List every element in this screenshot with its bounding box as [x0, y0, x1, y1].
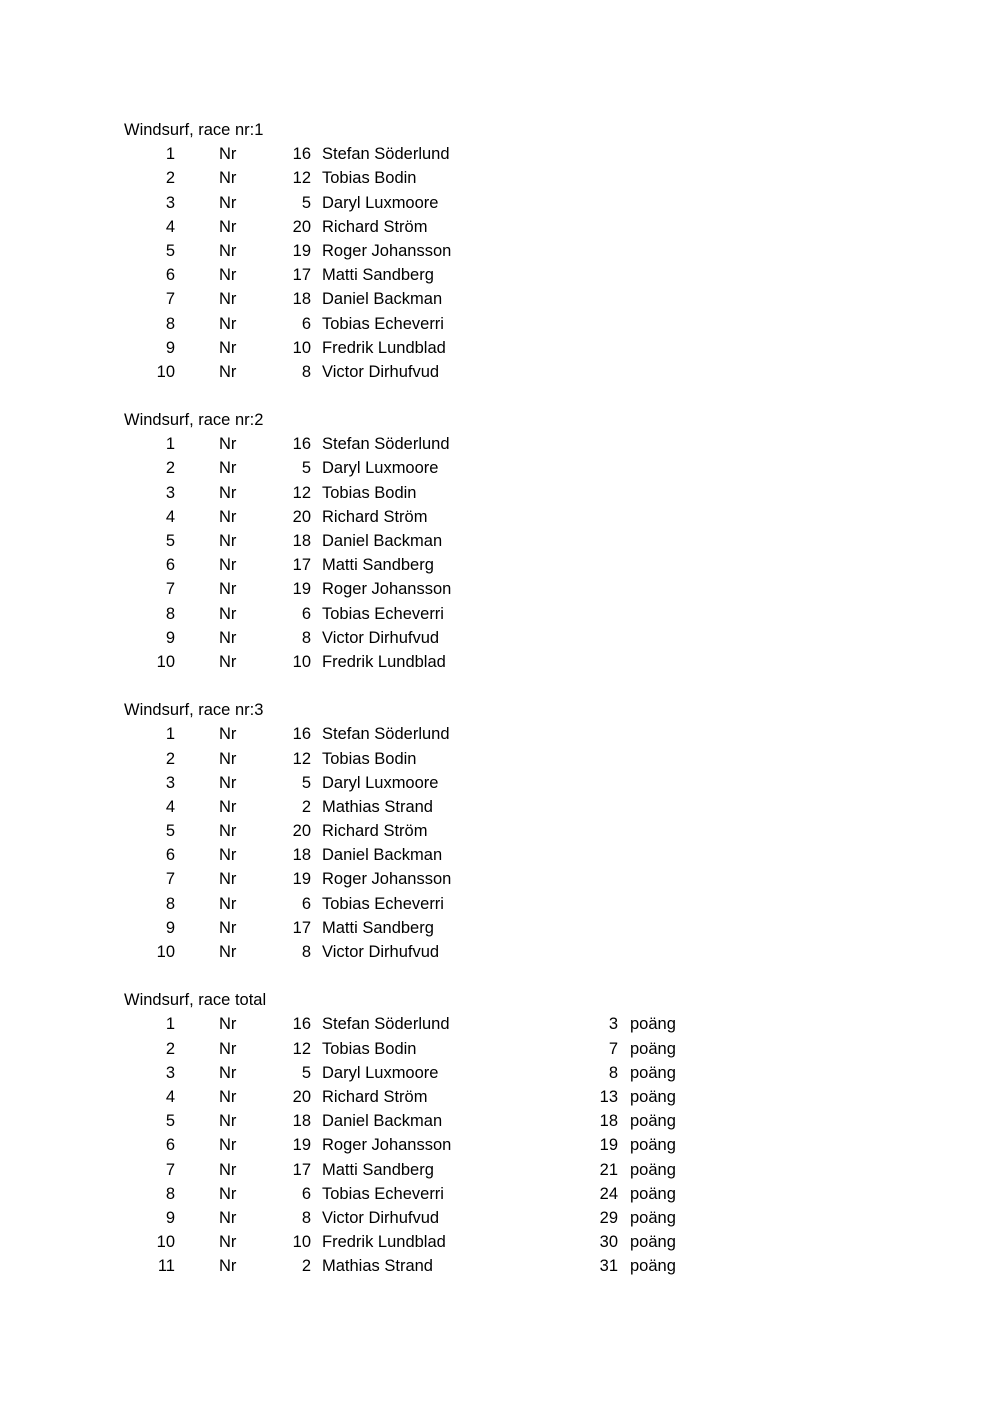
- result-row: [0, 819, 992, 843]
- nr-label-cell: Nr: [219, 773, 237, 792]
- sail-number-cell: 12: [292, 749, 311, 768]
- result-row: [0, 166, 992, 190]
- points-cell: 31: [599, 1257, 618, 1276]
- sail-number-cell: 6: [301, 314, 311, 333]
- position-cell: 2: [165, 169, 175, 188]
- sailor-name-cell: Daryl Luxmoore: [322, 773, 439, 792]
- points-cell: 8: [608, 1063, 618, 1082]
- points-unit-cell: poäng: [630, 1233, 676, 1252]
- nr-label-cell: Nr: [219, 628, 237, 647]
- position-cell: 9: [165, 918, 175, 937]
- nr-label-cell: Nr: [219, 532, 237, 550]
- position-cell: 8: [165, 1184, 175, 1203]
- position-cell: 3: [165, 1063, 175, 1082]
- race-section: [0, 118, 992, 384]
- sailor-name-cell: Tobias Echeverri: [322, 314, 444, 333]
- result-row: [0, 1230, 992, 1254]
- sailor-name-cell: Victor Dirhufvud: [322, 943, 440, 961]
- result-row: [0, 312, 992, 336]
- result-row: [0, 916, 992, 940]
- nr-label-cell: Nr: [219, 145, 237, 164]
- result-row: [0, 336, 992, 360]
- position-cell: 7: [165, 580, 175, 599]
- sail-number-cell: 8: [301, 628, 311, 647]
- position-cell: 10: [156, 362, 175, 381]
- sailor-name-cell: Tobias Bodin: [322, 483, 417, 502]
- sailor-name-cell: Tobias Bodin: [322, 749, 417, 768]
- sail-number-cell: 6: [301, 604, 311, 623]
- points-unit-cell: poäng: [630, 1112, 676, 1131]
- position-cell: 4: [165, 1087, 175, 1106]
- points-unit-cell: poäng: [630, 1257, 676, 1276]
- position-cell: 1: [165, 1015, 175, 1034]
- result-row: [0, 892, 992, 916]
- nr-label-cell: Nr: [219, 749, 237, 768]
- result-row: [0, 1158, 992, 1182]
- sail-number-cell: 19: [292, 1136, 311, 1155]
- points-unit-cell: poäng: [630, 1136, 676, 1155]
- position-cell: 3: [165, 483, 175, 502]
- sail-number-cell: 5: [301, 193, 311, 212]
- sailor-name-cell: Victor Dirhufvud: [322, 628, 440, 647]
- sailor-name-cell: Matti Sandberg: [322, 1160, 434, 1179]
- result-row: [0, 1085, 992, 1109]
- nr-label-cell: Nr: [219, 556, 237, 575]
- sailor-name-cell: Fredrik Lundblad: [322, 1233, 446, 1252]
- nr-label-cell: Nr: [219, 483, 237, 502]
- points-unit-cell: poäng: [630, 1184, 676, 1203]
- position-cell: 3: [165, 773, 175, 792]
- sail-number-cell: 8: [301, 362, 311, 381]
- sailor-name-cell: Stefan Söderlund: [322, 145, 450, 164]
- result-row: [0, 263, 992, 287]
- result-row: [0, 1133, 992, 1157]
- nr-label-cell: Nr: [219, 169, 237, 188]
- sail-number-cell: 2: [301, 797, 311, 816]
- sailor-name-cell: Daryl Luxmoore: [322, 1063, 439, 1082]
- sailor-name-cell: Daniel Backman: [322, 1112, 443, 1131]
- sailor-name-cell: Daniel Backman: [322, 532, 443, 550]
- nr-label-cell: Nr: [219, 822, 237, 841]
- points-unit-cell: poäng: [630, 1063, 676, 1082]
- sail-number-cell: 18: [292, 1112, 311, 1131]
- points-unit-cell: poäng: [630, 1087, 676, 1106]
- result-row: [0, 1061, 992, 1085]
- sailor-name-cell: Daryl Luxmoore: [322, 459, 439, 478]
- result-row: [0, 505, 992, 529]
- sail-number-cell: 5: [301, 773, 311, 792]
- nr-label-cell: Nr: [219, 725, 237, 744]
- sail-number-cell: 12: [292, 169, 311, 188]
- position-cell: 4: [165, 507, 175, 526]
- sail-number-cell: 19: [292, 580, 311, 599]
- result-row: [0, 722, 992, 746]
- position-cell: 6: [165, 846, 175, 865]
- sail-number-cell: 16: [292, 435, 311, 454]
- sail-number-cell: 6: [301, 1184, 311, 1203]
- points-unit-cell: poäng: [630, 1039, 676, 1058]
- sailor-name-cell: Tobias Bodin: [322, 1039, 417, 1058]
- position-cell: 2: [165, 749, 175, 768]
- sail-number-cell: 10: [292, 652, 311, 671]
- result-row: [0, 940, 992, 964]
- nr-label-cell: Nr: [219, 1160, 237, 1179]
- position-cell: 2: [165, 459, 175, 478]
- result-row: [0, 1206, 992, 1230]
- nr-label-cell: Nr: [219, 338, 237, 357]
- sailor-name-cell: Daniel Backman: [322, 846, 443, 865]
- position-cell: 6: [165, 266, 175, 285]
- points-cell: 29: [599, 1208, 618, 1227]
- sail-number-cell: 6: [301, 894, 311, 913]
- sailor-name-cell: Richard Ström: [322, 217, 428, 236]
- position-cell: 9: [165, 1208, 175, 1227]
- nr-label-cell: Nr: [219, 314, 237, 333]
- section-title: Windsurf, race nr:1: [124, 121, 264, 139]
- sailor-name-cell: Matti Sandberg: [322, 556, 434, 575]
- position-cell: 7: [165, 1160, 175, 1179]
- result-row: [0, 481, 992, 505]
- position-cell: 6: [165, 1136, 175, 1155]
- points-unit-cell: poäng: [630, 1160, 676, 1179]
- sailor-name-cell: Richard Ström: [322, 1087, 428, 1106]
- sailor-name-cell: Stefan Söderlund: [322, 725, 450, 744]
- sail-number-cell: 20: [292, 217, 311, 236]
- sail-number-cell: 16: [292, 725, 311, 744]
- nr-label-cell: Nr: [219, 241, 237, 260]
- race-section: [0, 408, 992, 674]
- nr-label-cell: Nr: [219, 1184, 237, 1203]
- nr-label-cell: Nr: [219, 846, 237, 865]
- points-cell: 24: [599, 1184, 618, 1203]
- race-section: [0, 698, 992, 964]
- result-row: [0, 795, 992, 819]
- sail-number-cell: 2: [301, 1257, 311, 1276]
- sailor-name-cell: Mathias Strand: [322, 797, 433, 816]
- position-cell: 5: [165, 532, 175, 550]
- sailor-name-cell: Tobias Echeverri: [322, 894, 444, 913]
- sailor-name-cell: Roger Johansson: [322, 241, 452, 260]
- sailor-name-cell: Daryl Luxmoore: [322, 193, 439, 212]
- points-cell: 7: [608, 1039, 618, 1058]
- sailor-name-cell: Tobias Bodin: [322, 169, 417, 188]
- sail-number-cell: 5: [301, 1063, 311, 1082]
- sail-number-cell: 18: [292, 532, 311, 550]
- results-sheet: [0, 118, 992, 1278]
- nr-label-cell: Nr: [219, 1015, 237, 1034]
- sail-number-cell: 18: [292, 846, 311, 865]
- nr-label-cell: Nr: [219, 193, 237, 212]
- sail-number-cell: 17: [292, 918, 311, 937]
- sail-number-cell: 10: [292, 338, 311, 357]
- result-row: [0, 626, 992, 650]
- points-cell: 3: [608, 1015, 618, 1034]
- nr-label-cell: Nr: [219, 604, 237, 623]
- position-cell: 1: [165, 145, 175, 164]
- sailor-name-cell: Victor Dirhufvud: [322, 362, 440, 381]
- position-cell: 10: [156, 652, 175, 671]
- nr-label-cell: Nr: [219, 217, 237, 236]
- position-cell: 5: [165, 822, 175, 841]
- sail-number-cell: 20: [292, 507, 311, 526]
- nr-label-cell: Nr: [219, 797, 237, 816]
- position-cell: 9: [165, 338, 175, 357]
- result-row: [0, 553, 992, 577]
- sailor-name-cell: Roger Johansson: [322, 870, 452, 889]
- points-cell: 13: [599, 1087, 618, 1106]
- sailor-name-cell: Roger Johansson: [322, 1136, 452, 1155]
- position-cell: 11: [157, 1257, 175, 1276]
- nr-label-cell: Nr: [219, 1039, 237, 1058]
- result-row: [0, 1182, 992, 1206]
- sailor-name-cell: Matti Sandberg: [322, 266, 434, 285]
- position-cell: 7: [165, 870, 175, 889]
- sailor-name-cell: Tobias Echeverri: [322, 604, 444, 623]
- result-row: [0, 602, 992, 626]
- result-row: [0, 1109, 992, 1133]
- result-row: [0, 215, 992, 239]
- points-cell: 30: [599, 1233, 618, 1252]
- sailor-name-cell: Matti Sandberg: [322, 918, 434, 937]
- sail-number-cell: 16: [292, 145, 311, 164]
- sail-number-cell: 19: [292, 870, 311, 889]
- sail-number-cell: 18: [292, 290, 311, 309]
- result-row: [0, 360, 992, 384]
- sailor-name-cell: Fredrik Lundblad: [322, 652, 446, 671]
- sailor-name-cell: Victor Dirhufvud: [322, 1208, 440, 1227]
- result-row: [0, 650, 992, 674]
- result-row: [0, 1037, 992, 1061]
- nr-label-cell: Nr: [219, 870, 237, 889]
- race-section: [0, 988, 992, 1278]
- result-row: [0, 843, 992, 867]
- section-title: Windsurf, race nr:3: [124, 701, 264, 720]
- sail-number-cell: 19: [292, 241, 311, 260]
- sail-number-cell: 5: [301, 459, 311, 478]
- sailor-name-cell: Tobias Echeverri: [322, 1184, 444, 1203]
- result-row: [0, 1254, 992, 1278]
- sail-number-cell: 20: [292, 822, 311, 841]
- position-cell: 4: [165, 797, 175, 816]
- position-cell: 6: [165, 556, 175, 575]
- position-cell: 5: [165, 1112, 175, 1131]
- result-row: [0, 577, 992, 601]
- position-cell: 8: [165, 604, 175, 623]
- points-unit-cell: poäng: [630, 1015, 676, 1034]
- result-row: [0, 747, 992, 771]
- result-row: [0, 239, 992, 263]
- sailor-name-cell: Richard Ström: [322, 507, 428, 526]
- sail-number-cell: 10: [292, 1233, 311, 1252]
- result-row: [0, 432, 992, 456]
- nr-label-cell: Nr: [219, 459, 237, 478]
- sail-number-cell: 20: [292, 1087, 311, 1106]
- sail-number-cell: 17: [292, 556, 311, 575]
- sailor-name-cell: Daniel Backman: [322, 290, 443, 309]
- result-row: [0, 867, 992, 891]
- points-cell: 19: [599, 1136, 618, 1155]
- nr-label-cell: Nr: [219, 362, 237, 381]
- sailor-name-cell: Stefan Söderlund: [322, 435, 450, 454]
- nr-label-cell: Nr: [219, 894, 237, 913]
- sailor-name-cell: Richard Ström: [322, 822, 428, 841]
- position-cell: 5: [165, 241, 175, 260]
- position-cell: 10: [156, 943, 175, 961]
- nr-label-cell: Nr: [219, 435, 237, 454]
- nr-label-cell: Nr: [219, 1208, 237, 1227]
- position-cell: 4: [165, 217, 175, 236]
- nr-label-cell: Nr: [219, 1257, 237, 1276]
- nr-label-cell: Nr: [219, 580, 237, 599]
- sail-number-cell: 16: [292, 1015, 311, 1034]
- result-row: [0, 771, 992, 795]
- result-row: [0, 191, 992, 215]
- sail-number-cell: 8: [301, 1208, 311, 1227]
- result-row: [0, 529, 992, 553]
- nr-label-cell: Nr: [219, 266, 237, 285]
- sail-number-cell: 12: [292, 1039, 311, 1058]
- sail-number-cell: 8: [301, 943, 311, 961]
- position-cell: 9: [165, 628, 175, 647]
- position-cell: 10: [156, 1233, 175, 1252]
- position-cell: 7: [165, 290, 175, 309]
- section-title: Windsurf, race total: [124, 991, 267, 1010]
- nr-label-cell: Nr: [219, 943, 237, 961]
- nr-label-cell: Nr: [219, 290, 237, 309]
- result-row: [0, 287, 992, 311]
- sailor-name-cell: Fredrik Lundblad: [322, 338, 446, 357]
- position-cell: 2: [165, 1039, 175, 1058]
- nr-label-cell: Nr: [219, 1136, 237, 1155]
- position-cell: 1: [165, 435, 175, 454]
- position-cell: 8: [165, 894, 175, 913]
- sail-number-cell: 12: [292, 483, 311, 502]
- result-row: [0, 142, 992, 166]
- nr-label-cell: Nr: [219, 1087, 237, 1106]
- nr-label-cell: Nr: [219, 507, 237, 526]
- points-cell: 18: [599, 1112, 618, 1131]
- nr-label-cell: Nr: [219, 918, 237, 937]
- nr-label-cell: Nr: [219, 1063, 237, 1082]
- position-cell: 8: [165, 314, 175, 333]
- sailor-name-cell: Stefan Söderlund: [322, 1015, 450, 1034]
- sail-number-cell: 17: [292, 1160, 311, 1179]
- result-row: [0, 1012, 992, 1036]
- sailor-name-cell: Mathias Strand: [322, 1257, 433, 1276]
- points-unit-cell: poäng: [630, 1208, 676, 1227]
- position-cell: 3: [165, 193, 175, 212]
- nr-label-cell: Nr: [219, 1112, 237, 1131]
- sailor-name-cell: Roger Johansson: [322, 580, 452, 599]
- sail-number-cell: 17: [292, 266, 311, 285]
- points-cell: 21: [599, 1160, 618, 1179]
- section-title: Windsurf, race nr:2: [124, 411, 264, 430]
- result-row: [0, 456, 992, 480]
- nr-label-cell: Nr: [219, 1233, 237, 1252]
- position-cell: 1: [165, 725, 175, 744]
- nr-label-cell: Nr: [219, 652, 237, 671]
